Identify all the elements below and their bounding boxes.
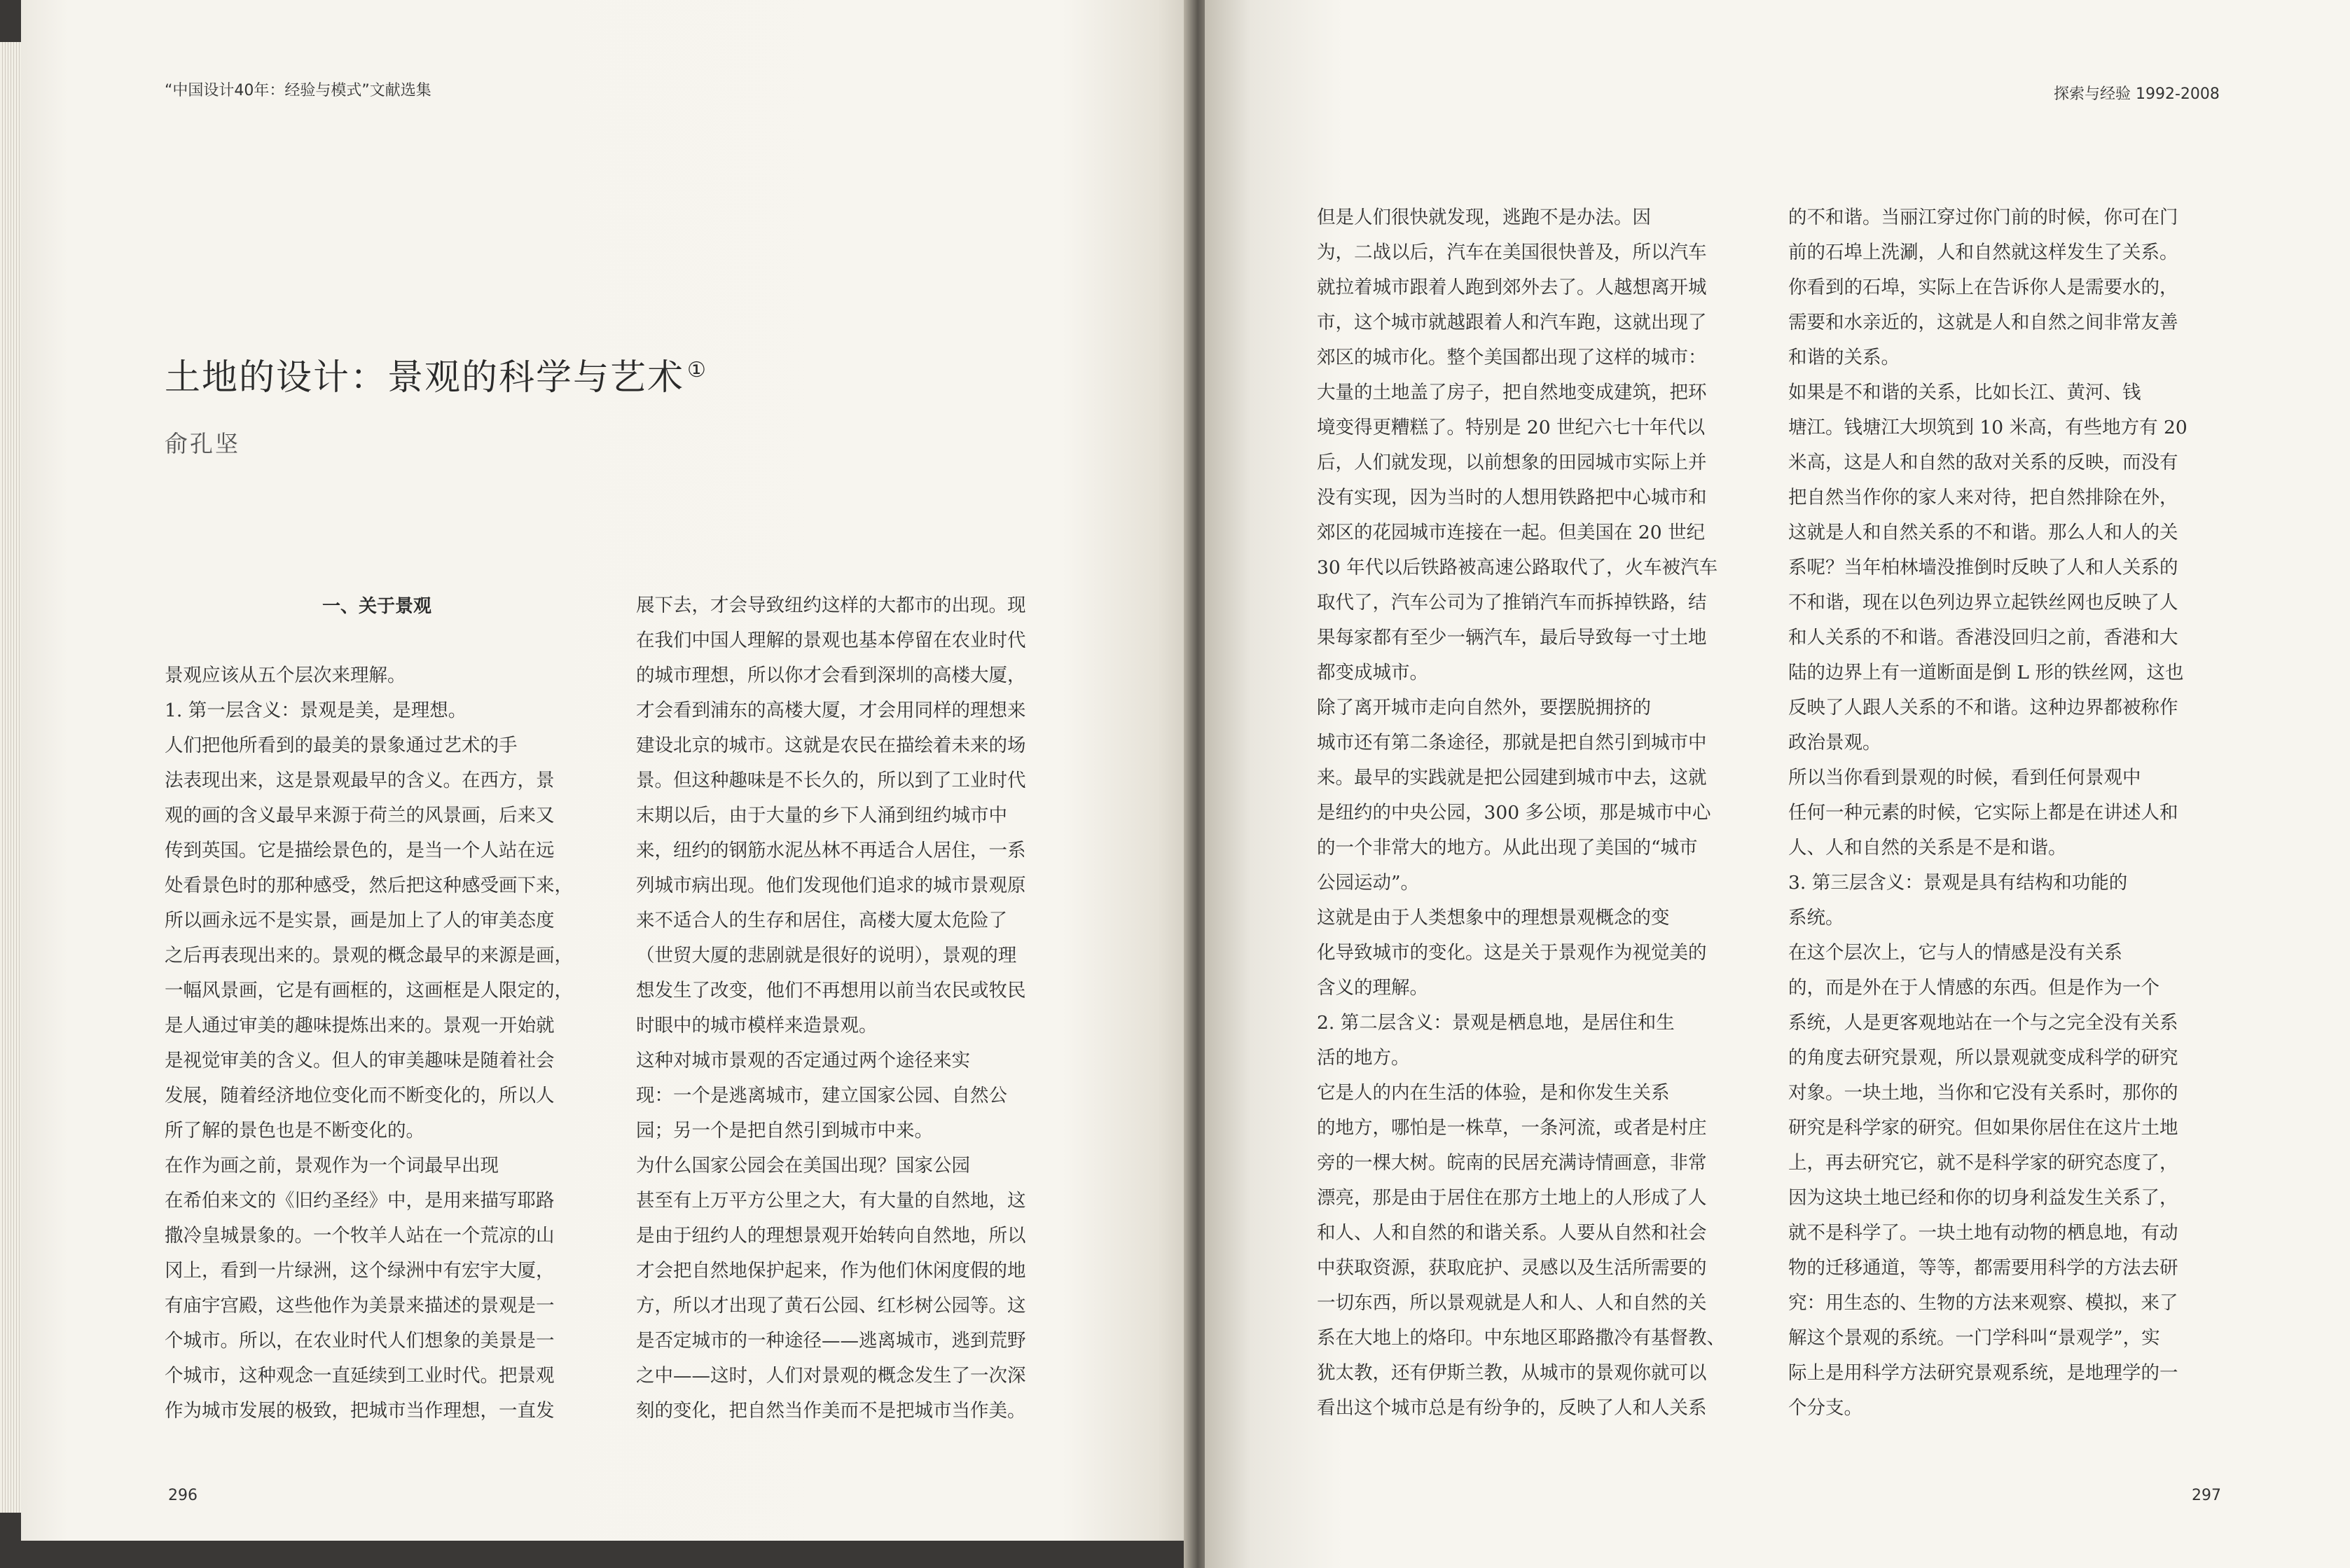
text-line: 1. 第一层含义：景观是美，是理想。 bbox=[165, 700, 467, 721]
running-head-right: 探索与经验 1992-2008 bbox=[2054, 85, 2220, 103]
text-line: 景观应该从五个层次来理解。 bbox=[165, 665, 406, 686]
right-column-1 bbox=[1317, 200, 1725, 1426]
text-line: 在作为画之前，景观作为一个词最早出现 bbox=[165, 1155, 499, 1177]
text-line: 之中——这时，人们对景观的概念发生了一次深 bbox=[636, 1365, 1026, 1387]
text-line: 现：一个是逃离城市，建立国家公园、自然公 bbox=[636, 1085, 1007, 1106]
text-line: 末期以后，由于大量的乡下人涌到纽约城市中 bbox=[636, 805, 1007, 826]
text-line: 一幅风景画，它是有画框的，这画框是人限定的， bbox=[165, 980, 573, 1001]
text-line: 冈上，看到一片绿洲，这个绿洲中有宏宇大厦， bbox=[165, 1260, 555, 1282]
text-line: 系呢？当年柏林墙没推倒时反映了人和人关系的 bbox=[1788, 557, 2178, 578]
text-line: 才会看到浦东的高楼大厦，才会用同样的理想来 bbox=[636, 700, 1026, 721]
text-line: 和人、人和自然的和谐关系。人要从自然和社会 bbox=[1317, 1222, 1707, 1244]
text-line: 为什么国家公园会在美国出现？国家公园 bbox=[636, 1155, 970, 1177]
text-line: 把自然当作你的家人来对待，把自然排除在外， bbox=[1788, 487, 2178, 508]
text-line: 30 年代以后铁路被高速公路取代了，火车被汽车 bbox=[1317, 557, 1718, 578]
text-line: 是否定城市的一种途径——逃离城市，逃到荒野 bbox=[636, 1330, 1026, 1352]
text-line: 任何一种元素的时候，它实际上都是在讲述人和 bbox=[1788, 802, 2178, 824]
text-line: 是视觉审美的含义。但人的审美趣味是随着社会 bbox=[165, 1050, 555, 1071]
text-line: 所以画永远不是实景，画是加上了人的审美态度 bbox=[165, 910, 555, 931]
text-line: （世贸大厦的悲剧就是很好的说明），景观的理 bbox=[636, 945, 1017, 966]
text-line: 市，这个城市就越跟着人和汽车跑，这就出现了 bbox=[1317, 312, 1707, 333]
text-line: 公园运动”。 bbox=[1317, 872, 1420, 894]
text-line: 所以当你看到景观的时候，看到任何景观中 bbox=[1788, 767, 2141, 789]
text-line: 人、人和自然的关系是不是和谐。 bbox=[1788, 837, 2067, 859]
text-line: 含义的理解。 bbox=[1317, 977, 1428, 999]
text-line: 一切东西，所以景观就是人和人、人和自然的关 bbox=[1317, 1292, 1707, 1314]
text-line: 有庙宇宫殿，这些他作为美景来描述的景观是一 bbox=[165, 1295, 555, 1317]
text-line: 的不和谐。当丽江穿过你门前的时候，你可在门 bbox=[1788, 207, 2178, 228]
text-line: 系统。 bbox=[1788, 907, 1844, 929]
text-line: 和谐的关系。 bbox=[1788, 347, 1900, 368]
text-line: 观的画的含义最早来源于荷兰的风景画，后来又 bbox=[165, 805, 555, 826]
text-line: 是由于纽约人的理想景观开始转向自然地，所以 bbox=[636, 1225, 1026, 1247]
text-line: 在这个层次上，它与人的情感是没有关系 bbox=[1788, 942, 2122, 964]
text-line: 漂亮，那是由于居住在那方土地上的人形成了人 bbox=[1317, 1187, 1707, 1209]
text-line: 不和谐，现在以色列边界立起铁丝网也反映了人 bbox=[1788, 592, 2178, 613]
text-line: 个城市，这种观念一直延续到工业时代。把景观 bbox=[165, 1365, 555, 1387]
text-line: 园；另一个是把自然引到城市中来。 bbox=[636, 1120, 933, 1142]
text-line: 中获取资源，获取庇护、灵感以及生活所需要的 bbox=[1317, 1257, 1707, 1279]
text-line: 来不适合人的生存和居住，高楼大厦太危险了 bbox=[636, 910, 1007, 931]
text-line: 化导致城市的变化。这是关于景观作为视觉美的 bbox=[1317, 942, 1707, 964]
text-line: 就不是科学了。一块土地有动物的栖息地，有动 bbox=[1788, 1222, 2178, 1244]
text-line: 上，再去研究它，就不是科学家的研究态度了， bbox=[1788, 1152, 2178, 1174]
text-line: 解这个景观的系统。一门学科叫“景观学”，实 bbox=[1788, 1327, 2160, 1349]
text-line: 来，纽约的钢筋水泥丛林不再适合人居住，一系 bbox=[636, 840, 1026, 861]
text-line: 它是人的内在生活的体验，是和你发生关系 bbox=[1317, 1082, 1670, 1104]
text-line: 这种对城市景观的否定通过两个途径来实 bbox=[636, 1050, 970, 1071]
text-line: 来。最早的实践就是把公园建到城市中去，这就 bbox=[1317, 767, 1707, 789]
running-head-left: “中国设计40年：经验与模式”文献选集 bbox=[165, 82, 431, 99]
text-line: 城市还有第二条途径，那就是把自然引到城市中 bbox=[1317, 732, 1707, 754]
text-line: 列城市病出现。他们发现他们追求的城市景观原 bbox=[636, 875, 1026, 896]
author-name: 俞孔坚 bbox=[165, 430, 240, 457]
text-line: 为，二战以后，汽车在美国很快普及，所以汽车 bbox=[1317, 242, 1707, 263]
text-line: 个分支。 bbox=[1788, 1397, 1862, 1419]
text-line: 境变得更糟糕了。特别是 20 世纪六七十年代以 bbox=[1317, 417, 1706, 438]
text-line: 刻的变化，把自然当作美而不是把城市当作美。 bbox=[636, 1400, 1026, 1422]
page-number-right: 297 bbox=[2192, 1487, 2221, 1504]
text-line: 甚至有上万平方公里之大，有大量的自然地，这 bbox=[636, 1190, 1026, 1212]
text-line: 你看到的石埠，实际上在告诉你人是需要水的， bbox=[1788, 277, 2178, 298]
text-line: 时眼中的城市模样来造景观。 bbox=[636, 1015, 878, 1036]
text-line: 看出这个城市总是有纷争的，反映了人和人关系 bbox=[1317, 1397, 1707, 1419]
text-line: 个城市。所以，在农业时代人们想象的美景是一 bbox=[165, 1330, 555, 1352]
text-line: 这就是人和自然关系的不和谐。那么人和人的关 bbox=[1788, 522, 2178, 543]
text-line: 物的迁移通道，等等，都需要用科学的方法去研 bbox=[1788, 1257, 2178, 1279]
text-line: 处看景色时的那种感受，然后把这种感受画下来， bbox=[165, 875, 573, 896]
text-line: 方，所以才出现了黄石公园、红杉树公园等。这 bbox=[636, 1295, 1026, 1317]
text-line: 没有实现，因为当时的人想用铁路把中心城市和 bbox=[1317, 487, 1707, 508]
text-line: 郊区的花园城市连接在一起。但美国在 20 世纪 bbox=[1317, 522, 1706, 543]
text-line: 米高，这是人和自然的敌对关系的反映，而没有 bbox=[1788, 452, 2178, 473]
text-line: 活的地方。 bbox=[1317, 1047, 1410, 1069]
footnote-marker: ① bbox=[687, 358, 707, 382]
text-line: 和人关系的不和谐。香港没回归之前，香港和大 bbox=[1788, 627, 2178, 648]
text-line: 反映了人跟人关系的不和谐。这种边界都被称作 bbox=[1788, 697, 2178, 719]
text-line: 陆的边界上有一道断面是倒 L 形的铁丝网，这也 bbox=[1788, 662, 2184, 684]
text-line: 犹太教，还有伊斯兰教，从城市的景观你就可以 bbox=[1317, 1362, 1707, 1384]
article-title-text: 土地的设计：景观的科学与艺术 bbox=[165, 357, 685, 398]
text-line: 之后再表现出来的。景观的概念最早的来源是画， bbox=[165, 945, 573, 966]
text-line: 建设北京的城市。这就是农民在描绘着未来的场 bbox=[636, 735, 1026, 756]
text-line: 就拉着城市跟着人跑到郊外去了。人越想离开城 bbox=[1317, 277, 1707, 298]
text-line: 撒冷皇城景象的。一个牧羊人站在一个荒凉的山 bbox=[165, 1225, 555, 1247]
text-line: 景。但这种趣味是不长久的，所以到了工业时代 bbox=[636, 770, 1026, 791]
page-number-left: 296 bbox=[168, 1487, 198, 1504]
text-line: 发展，随着经济地位变化而不断变化的，所以人 bbox=[165, 1085, 555, 1106]
text-line: 这就是由于人类想象中的理想景观概念的变 bbox=[1317, 907, 1670, 929]
text-line: 需要和水亲近的，这就是人和自然之间非常友善 bbox=[1788, 312, 2178, 333]
text-line: 在我们中国人理解的景观也基本停留在农业时代 bbox=[636, 630, 1026, 651]
text-line: 对象。一块土地，当你和它没有关系时，那你的 bbox=[1788, 1082, 2178, 1104]
text-line: 后，人们就发现，以前想象的田园城市实际上并 bbox=[1317, 452, 1707, 473]
text-line: 研究是科学家的研究。但如果你居住在这片土地 bbox=[1788, 1117, 2178, 1139]
text-line: 展下去，才会导致纽约这样的大都市的出现。现 bbox=[636, 595, 1026, 616]
text-line: 是纽约的中央公园，300 多公顷，那是城市中心 bbox=[1317, 802, 1711, 824]
text-line: 人们把他所看到的最美的景象通过艺术的手 bbox=[165, 735, 518, 756]
text-line: 因为这块土地已经和你的切身利益发生关系了， bbox=[1788, 1187, 2178, 1209]
text-line: 的地方，哪怕是一株草，一条河流，或者是村庄 bbox=[1317, 1117, 1707, 1139]
text-line: 想发生了改变，他们不再想用以前当农民或牧民 bbox=[636, 980, 1026, 1001]
text-line: 果每家都有至少一辆汽车，最后导致每一寸土地 bbox=[1317, 627, 1707, 648]
text-line: 的城市理想，所以你才会看到深圳的高楼大厦， bbox=[636, 665, 1026, 686]
text-line: 系统，人是更客观地站在一个与之完全没有关系 bbox=[1788, 1012, 2178, 1034]
text-line: 作为城市发展的极致，把城市当作理想，一直发 bbox=[165, 1400, 555, 1422]
article-title bbox=[165, 348, 707, 400]
section-heading: 一、关于景观 bbox=[322, 596, 432, 617]
text-line: 是人通过审美的趣味提炼出来的。景观一开始就 bbox=[165, 1015, 555, 1036]
text-line: 2. 第二层含义：景观是栖息地，是居住和生 bbox=[1317, 1012, 1675, 1034]
text-line: 都变成城市。 bbox=[1317, 662, 1428, 684]
text-line: 除了离开城市走向自然外，要摆脱拥挤的 bbox=[1317, 697, 1651, 719]
text-line: 塘江。钱塘江大坝筑到 10 米高，有些地方有 20 bbox=[1788, 417, 2187, 438]
text-line: 的角度去研究景观，所以景观就变成科学的研究 bbox=[1788, 1047, 2178, 1069]
text-line: 如果是不和谐的关系，比如长江、黄河、钱 bbox=[1788, 382, 2141, 403]
text-line: 取代了，汽车公司为了推销汽车而拆掉铁路，结 bbox=[1317, 592, 1707, 613]
text-line: 际上是用科学方法研究景观系统，是地理学的一 bbox=[1788, 1362, 2178, 1384]
text-line: 前的石埠上洗涮，人和自然就这样发生了关系。 bbox=[1788, 242, 2178, 263]
text-line: 的一个非常大的地方。从此出现了美国的“城市 bbox=[1317, 837, 1698, 859]
text-line: 所了解的景色也是不断变化的。 bbox=[165, 1120, 424, 1142]
text-line: 法表现出来，这是景观最早的含义。在西方，景 bbox=[165, 770, 555, 791]
left-column-1 bbox=[165, 658, 573, 1429]
text-line: 但是人们很快就发现，逃跑不是办法。因 bbox=[1317, 207, 1651, 228]
text-line: 究：用生态的、生物的方法来观察、模拟，来了 bbox=[1788, 1292, 2178, 1314]
text-line: 的，而是外在于人情感的东西。但是作为一个 bbox=[1788, 977, 2159, 999]
right-column-2 bbox=[1788, 200, 2187, 1426]
left-column-2 bbox=[636, 588, 1026, 1429]
text-line: 才会把自然地保护起来，作为他们休闲度假的地 bbox=[636, 1260, 1026, 1282]
text-line: 大量的土地盖了房子，把自然地变成建筑，把环 bbox=[1317, 382, 1707, 403]
text-line: 系在大地上的烙印。中东地区耶路撒冷有基督教、 bbox=[1317, 1327, 1725, 1349]
text-line: 3. 第三层含义：景观是具有结构和功能的 bbox=[1788, 872, 2128, 894]
text-line: 传到英国。它是描绘景色的，是当一个人站在远 bbox=[165, 840, 555, 861]
text-line: 郊区的城市化。整个美国都出现了这样的城市： bbox=[1317, 347, 1707, 368]
text-line: 在希伯来文的《旧约圣经》中，是用来描写耶路 bbox=[165, 1190, 555, 1212]
text-line: 旁的一棵大树。皖南的民居充满诗情画意，非常 bbox=[1317, 1152, 1707, 1174]
text-line: 政治景观。 bbox=[1788, 732, 1881, 754]
